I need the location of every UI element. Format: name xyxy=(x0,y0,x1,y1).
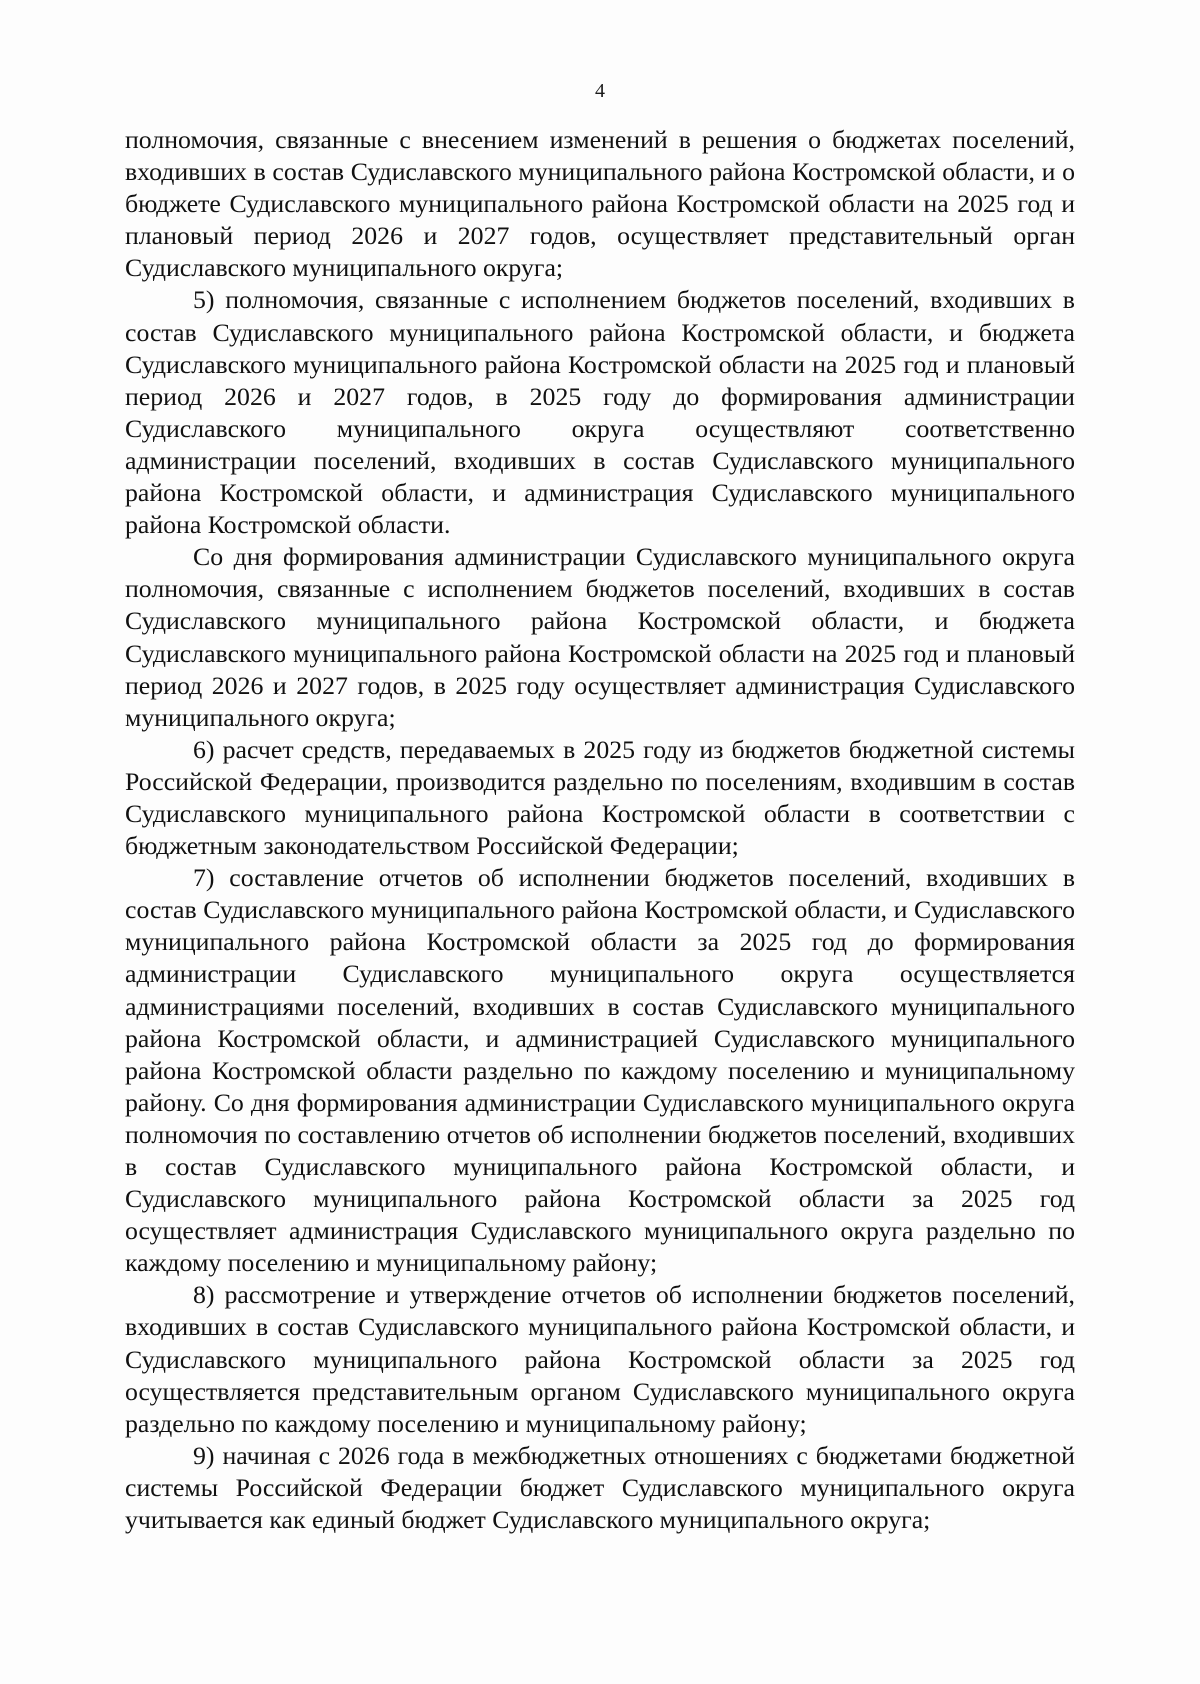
document-body xyxy=(125,124,1075,1536)
paragraph-1: полномочия, связанные с внесением изменений в решения о бюджетах поселений, входивших в состав Судиславского муниципального района Костромской области, и о бюджете Судиславского муниципального района Костромской области на 2025 год и плановый период 2026 и 2027 годов, осуществляет представительный орган Судиславского муниципального округа; xyxy=(125,125,1075,283)
paragraph-2: 5) полномочия, связанные с исполнением бюджетов поселений, входивших в состав Судиславского муниципального района Костромской области, и бюджета Судиславского муниципального района Костромской области на 2025 год и плановый период 2026 и 2027 годов, в 2025 году до формирования администрации Судиславского муниципального округа осуществляют соответственно администрации поселений, входивших в состав Судиславского муниципального района Костромской области, и администрация Судиславского муниципального района Костромской области. xyxy=(125,285,1075,540)
paragraph-7: 9) начиная с 2026 года в межбюджетных отношениях с бюджетами бюджетной системы Российской Федерации бюджет Судиславского муниципального округа учитывается как единый бюджет Судиславского муниципального округа; xyxy=(125,1440,1075,1535)
paragraph-5: 7) составление отчетов об исполнении бюджетов поселений, входивших в состав Судиславского муниципального района Костромской области, и Судиславского муниципального района Костромской области за 2025 год до формирования администрации Судиславского муниципального округа осуществляется администрациями поселений, входивших в состав Судиславского муниципального района Костромской области, и администрацией Судиславского муниципального района Костромской области раздельно по каждому поселению и муниципальному району. Со дня формирования администрации Судиславского муниципального округа полномочия по составлению отчетов об исполнении бюджетов поселений, входивших в состав Судиславского муниципального района Костромской области, и Судиславского муниципального района Костромской области за 2025 год осуществляет администрация Судиславского муниципального округа раздельно по каждому поселению и муниципальному району; xyxy=(125,863,1075,1278)
page-number: 4 xyxy=(595,80,605,102)
paragraph-4: 6) расчет средств, передаваемых в 2025 году из бюджетов бюджетной системы Российской Федерации, производится раздельно по поселениям, входившим в состав Судиславского муниципального района Костромской области в соответствии с бюджетным законодательством Российской Федерации; xyxy=(125,734,1075,861)
paragraph-3: Со дня формирования администрации Судиславского муниципального округа полномочия, связанные с исполнением бюджетов поселений, входивших в состав Судиславского муниципального района Костромской области, и бюджета Судиславского муниципального района Костромской области на 2025 год и плановый период 2026 и 2027 годов, в 2025 году осуществляет администрация Судиславского муниципального округа; xyxy=(125,542,1075,732)
paragraph-6: 8) рассмотрение и утверждение отчетов об исполнении бюджетов поселений, входивших в состав Судиславского муниципального района Костромской области, и Судиславского муниципального района Костромской области за 2025 год осуществляется представительным органом Судиславского муниципального округа раздельно по каждому поселению и муниципальному району; xyxy=(125,1280,1075,1438)
